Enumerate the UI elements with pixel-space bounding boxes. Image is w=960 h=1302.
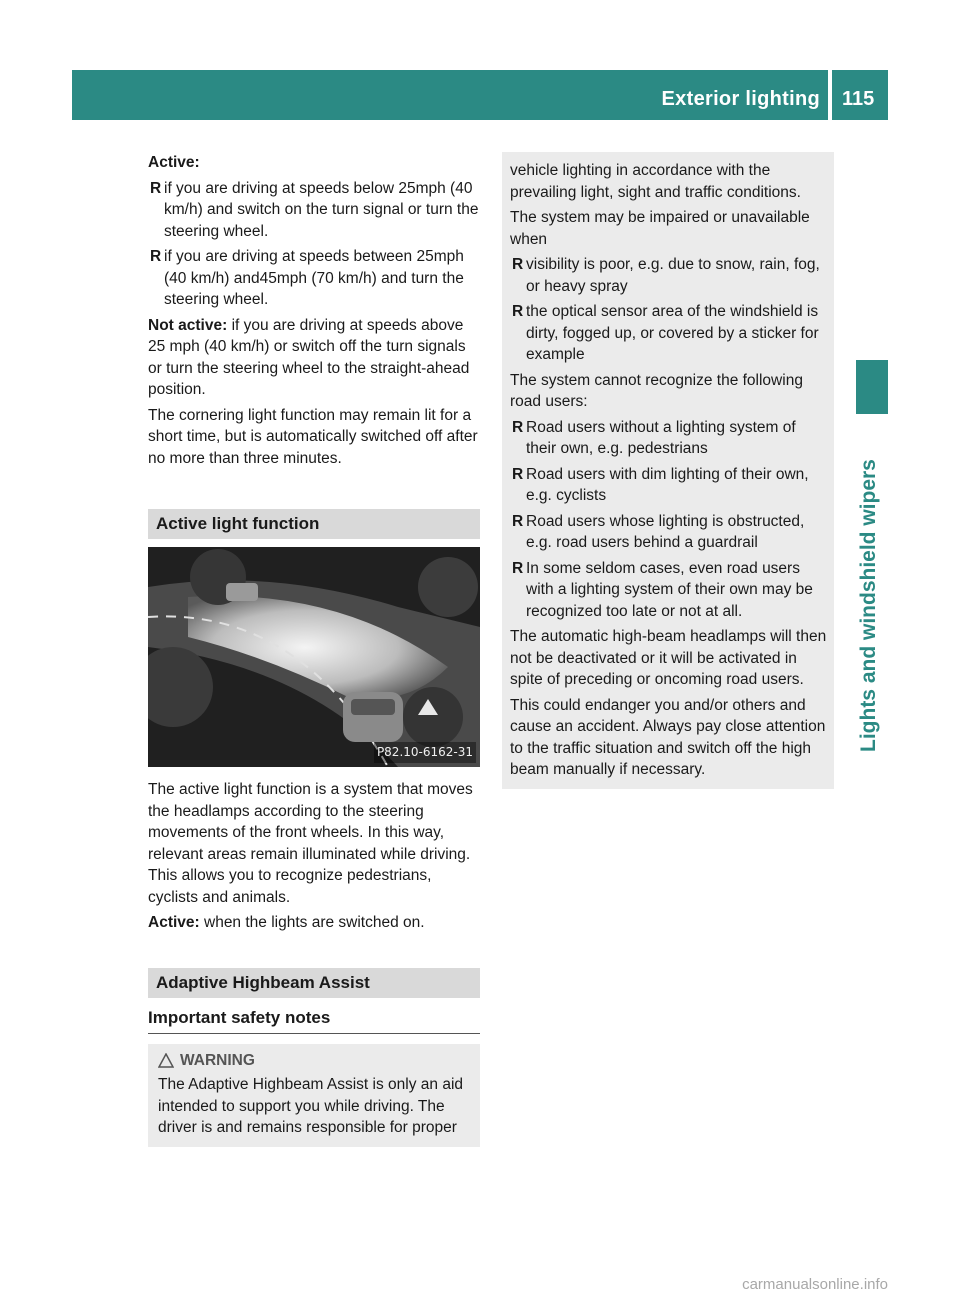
road-user-bullet-text: Road users without a lighting system of their own, e.g. pedestrians (526, 418, 796, 457)
bullet-mark: R (512, 465, 524, 483)
bullet-mark: R (512, 512, 524, 530)
warning-box (148, 1044, 480, 1147)
not-active-paragraph (148, 315, 480, 401)
active-bullet (148, 178, 480, 243)
impairment-bullet (510, 254, 828, 297)
impairment-bullet-text: the optical sensor area of the windshield is dirty, fogged up, or covered by a sticker for example (526, 303, 819, 363)
not-active-text: if you are driving at speeds above 25 mph (40 km/h) or switch off the turn signals or turn the steering wheel to the straight-ahead position. (148, 316, 470, 398)
bullet-mark: R (512, 559, 524, 577)
bullet-mark: R (150, 179, 162, 197)
right-paragraph-5: This could endanger you and/or others and cause an accident. Always pay close attention to the traffic situation and switch off the high beam manually if necessary. (510, 696, 826, 778)
road-user-bullet (510, 558, 828, 623)
left-column (148, 152, 480, 1147)
impairment-bullet-text: visibility is poor, e.g. due to snow, rain, fog, or heavy spray (526, 256, 820, 295)
watermark: carmanualsonline.info (742, 1276, 888, 1293)
bullet-mark: R (150, 248, 162, 265)
section-heading-active-light: Active light function (148, 509, 480, 539)
road-user-bullet-text: Road users with dim lighting of their own, e.g. cyclists (526, 465, 809, 504)
road-user-bullet (510, 511, 828, 554)
warning-text: The Adaptive Highbeam Assist is only an aid intended to support you while driving. The driver is and remains responsible for proper (158, 1076, 464, 1136)
road-illustration (148, 547, 480, 767)
bullet-mark: R (512, 303, 524, 320)
header-separator (828, 70, 832, 120)
active-label: Active: (148, 154, 200, 171)
not-active-label: Not active: (148, 316, 228, 334)
active-when-text: when the lights are switched on. (204, 914, 425, 931)
page-number: 115 (842, 88, 875, 110)
header-title: Exterior lighting (661, 88, 820, 110)
right-paragraph-3: The system cannot recognize the following road users: (510, 371, 803, 410)
side-tab-label: Lights and windshield wipers (857, 459, 880, 752)
cornering-paragraph: The cornering light function may remain lit for a short time, but is automatically switched off after no more than three minutes. (148, 406, 478, 467)
warning-title-row (158, 1050, 470, 1072)
road-user-bullet (510, 417, 828, 460)
road-user-bullet-text: In some seldom cases, even road users with a lighting system of their own may be recognized too late or not at all. (526, 559, 813, 620)
road-user-bullet (510, 464, 828, 507)
active-when-lights-paragraph (148, 912, 480, 934)
active-light-figure (148, 547, 480, 767)
warning-triangle-icon (158, 1053, 174, 1068)
impairment-bullet (510, 301, 828, 366)
active-label-2: Active: (148, 914, 200, 931)
active-bullet-text: if you are driving at speeds between 25mph (40 km/h) and45mph (70 km/h) and turn the steering wheel. (164, 248, 464, 308)
bullet-mark: R (512, 418, 524, 436)
right-paragraph-2: The system may be impaired or unavailable when (510, 209, 810, 248)
warning-title: WARNING (180, 1051, 255, 1069)
active-bullet (148, 246, 480, 311)
bullet-mark: R (512, 256, 524, 273)
figure-label: P82.10-6162-31 (374, 742, 476, 764)
active-bullet-text: if you are driving at speeds below 25mph (40 km/h) and switch on the turn signal or turn the steering wheel. (164, 179, 479, 240)
right-column (502, 152, 834, 789)
subsection-safety-notes: Important safety notes (148, 1006, 480, 1034)
right-paragraph-1: vehicle lighting in accordance with the prevailing light, sight and traffic conditions. (510, 162, 801, 201)
section-heading-adaptive: Adaptive Highbeam Assist (148, 968, 480, 998)
road-user-bullet-text: Road users whose lighting is obstructed, e.g. road users behind a guardrail (526, 512, 805, 551)
right-paragraph-4: The automatic high-beam headlamps will then not be deactivated or it will be activated in spite of preceding or oncoming road users. (510, 628, 827, 688)
side-tab-marker (856, 360, 888, 414)
warning-continuation-box (502, 152, 834, 789)
active-light-description: The active light function is a system that moves the headlamps according to the steering movements of the front wheels. In this way, relevant areas remain illuminated while driving. This allows you to recognize pedestrians, cyclists and animals. (148, 781, 473, 906)
